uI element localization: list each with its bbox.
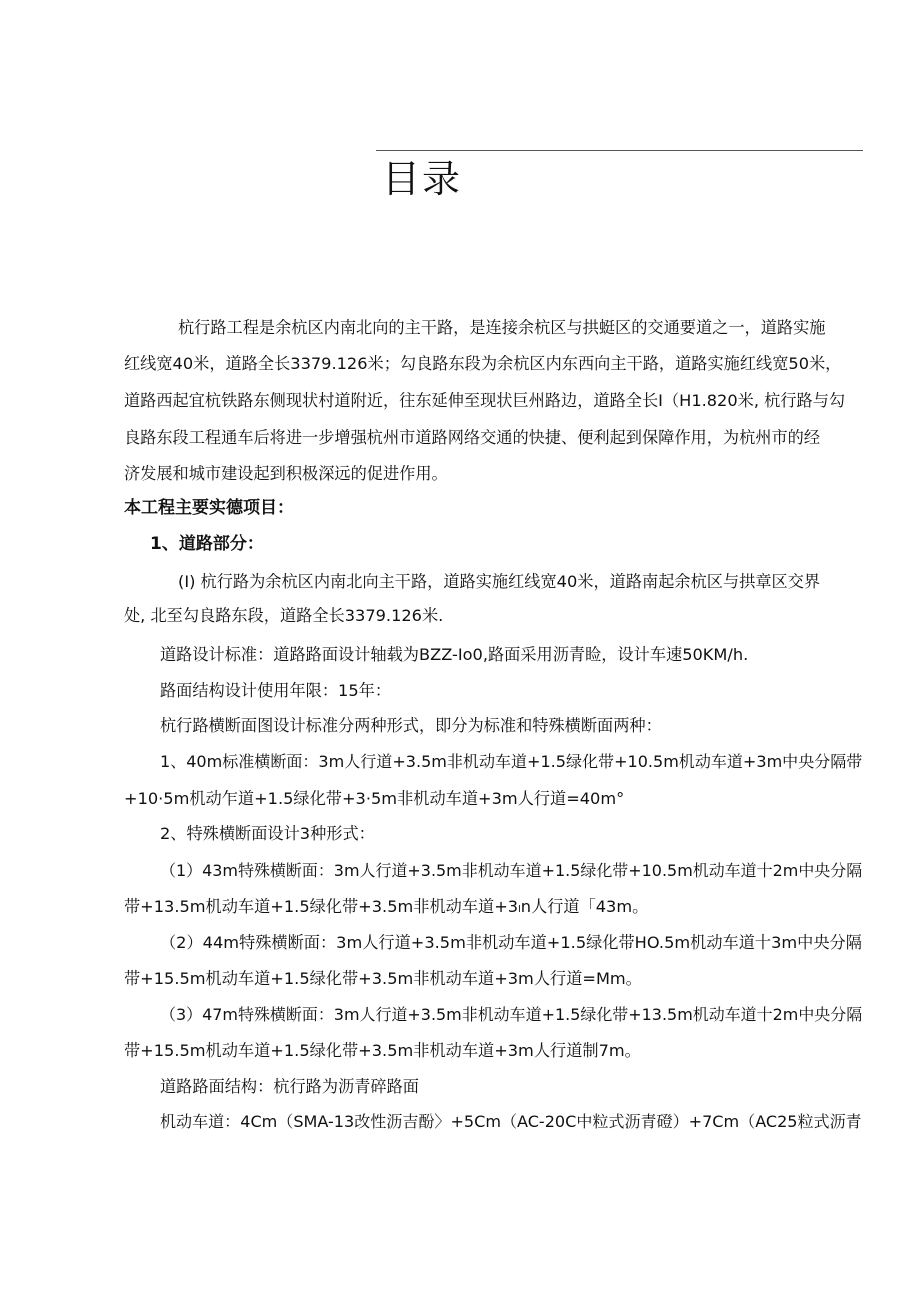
- service-life: 路面结构设计使用年限：15年：: [160, 681, 392, 700]
- special-section-1-line-2: 带+13.5m机动车道+1.5绿化带+3.5m非机动车道+3ₗn人行道「43m。: [124, 897, 649, 916]
- special-section-3-line-1: （3）47m特殊横断面：3m人行道+3.5m非机动车道+1.5绿化带+13.5m机动车道十2m中央分隔: [160, 1005, 863, 1024]
- special-section-2-line-1: （2）44m特殊横断面：3m人行道+3.5m非机动车道+1.5绿化带HO.5m机动车道十3m中央分隔: [160, 933, 862, 952]
- special-section-1-line-1: （1）43m特殊横断面：3m人行道+3.5m非机动车道+1.5绿化带+10.5m机动车道十2m中央分隔: [160, 861, 863, 880]
- special-section-2-line-2: 带+15.5m机动车道+1.5绿化带+3.5m非机动车道+3m人行道=Mm。: [124, 969, 642, 988]
- intro-line-5: 济发展和城市建设起到积极深远的促进作用。: [124, 464, 448, 483]
- standard-section-line-1: 1、40m标准横断面：3m人行道+3.5m非机动车道+1.5绿化带+10.5m机动车道+3m中央分隔带: [160, 752, 863, 771]
- item1-line-1: (I) 杭行路为余杭区内南北向主干路，道路实施红线宽40米，道路南起余杭区与拱章区交界: [178, 572, 821, 591]
- motor-lane: 机动车道：4Cm（SMA-13改性沥吉酚〉+5Cm（AC-20C中粒式沥青磴）+7Cm（AC25粒式沥青: [160, 1112, 862, 1131]
- pavement-structure: 道路路面结构：杭行路为沥青碎路面: [160, 1077, 419, 1096]
- design-standard: 道路设计标准：道路路面设计轴载为BZZ-Io0,路面采用沥青睑，设计车速50KM/h.: [160, 645, 749, 664]
- section-heading: 本工程主要实德项目：: [124, 498, 294, 518]
- header-rule: [376, 150, 863, 151]
- intro-line-1: 杭行路工程是余杭区内南北向的主干路，是连接余杭区与拱蜓区的交通要道之一，道路实施: [178, 318, 826, 337]
- intro-line-3: 道路西起宜杭铁路东侧现状村道附近，往东延伸至现状巨州路边，道路全长I（H1.820米, 杭行路与勾: [124, 391, 846, 410]
- item1-line-2: 处, 北至勾良路东段，道路全长3379.126米.: [124, 606, 444, 625]
- intro-line-2: 红线宽40米，道路全长3379.126米；勾良路东段为余杭区内东西向主干路，道路实施红线宽50米，: [124, 354, 842, 373]
- page-title: 目录: [382, 157, 463, 201]
- standard-section-line-2: +10·5m机动乍道+1.5绿化带+3·5m非机动车道+3m人行道=40m°: [124, 789, 625, 808]
- intro-line-4: 良路东段工程通车后将进一步增强杭州市道路网络交通的快捷、便利起到保障作用，为杭州市的经: [124, 428, 821, 447]
- special-intro: 2、特殊横断面设计3种形式：: [160, 824, 375, 843]
- cross-section-intro: 杭行路横断面图设计标准分两种形式，即分为标准和特殊横断面两种：: [160, 716, 662, 735]
- sub-heading: 1、道路部分：: [150, 534, 264, 554]
- special-section-3-line-2: 带+15.5m机动车道+1.5绿化带+3.5m非机动车道+3m人行道制7m。: [124, 1041, 641, 1060]
